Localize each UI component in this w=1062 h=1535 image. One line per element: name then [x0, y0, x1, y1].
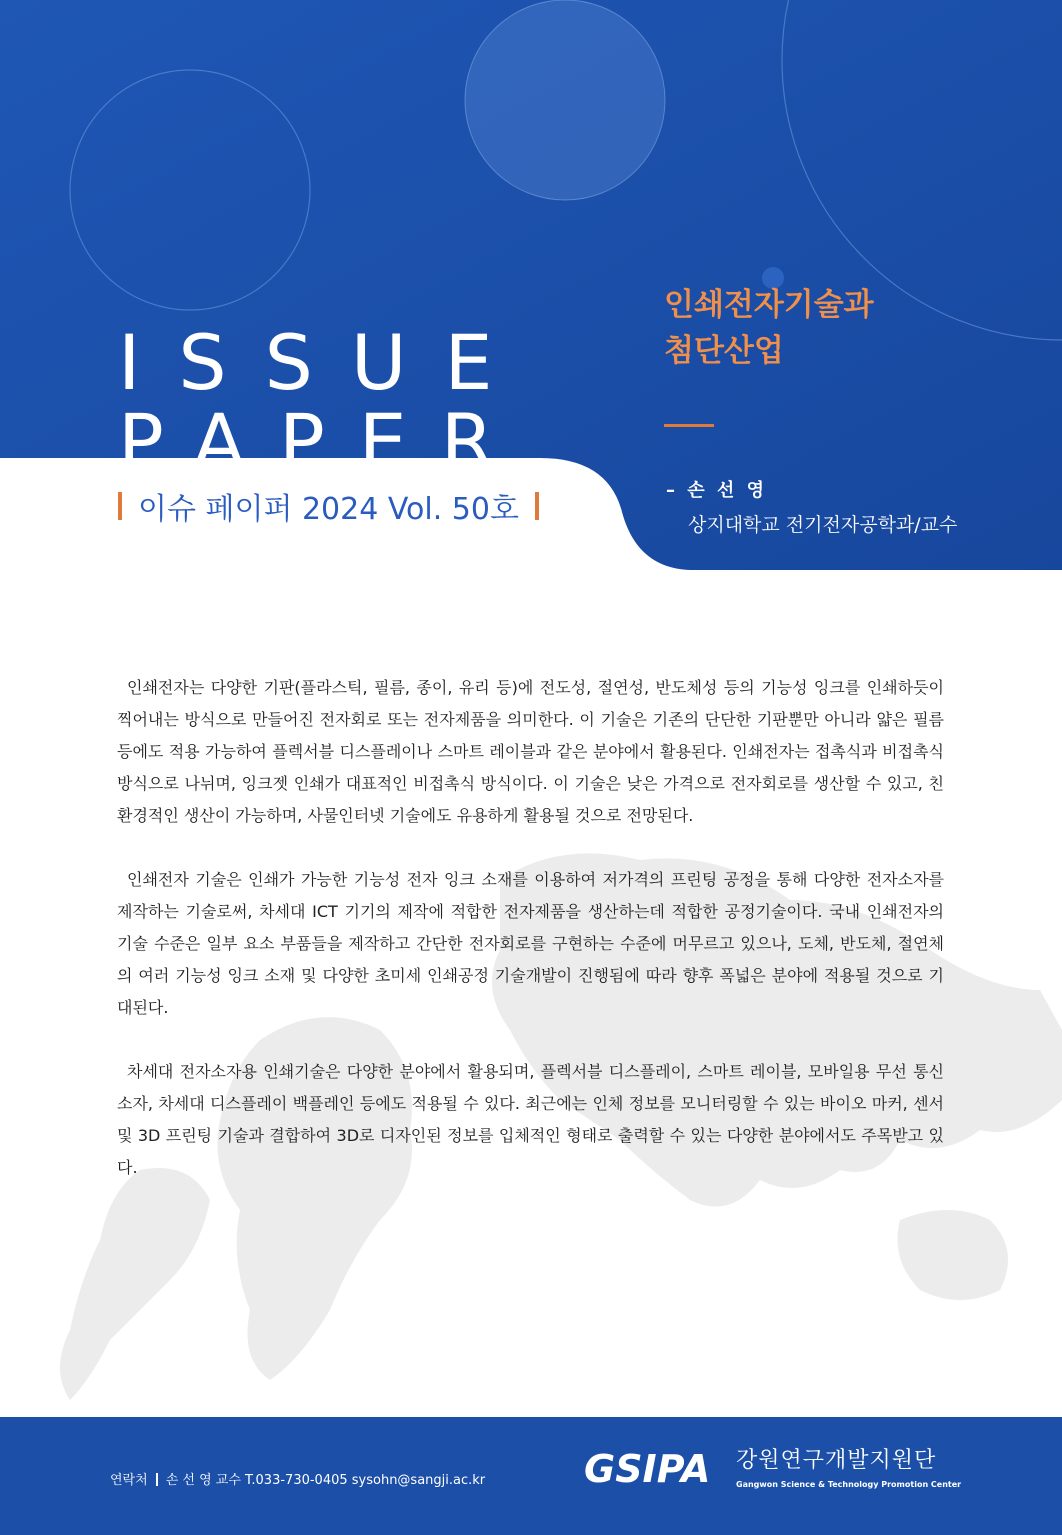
- contact-separator: [156, 1473, 158, 1486]
- article-title-line2: 첨단산업: [664, 333, 784, 369]
- contact-label: 연락처: [110, 1473, 148, 1488]
- body-paragraph-1: 인쇄전자는 다양한 기판(플라스틱, 필름, 종이, 유리 등)에 전도성, 절연성, 반도체성 등의 기능성 잉크를 인쇄하듯이 찍어내는 방식으로 만들어진 전자회로 또는 전자제품을 의미한다. 이 기술은 기존의 단단한 기판뿐만 아니라 얇은 필름 등에도 적용 가능하여 플렉서블 디스플레이나 스마트 레이블과 같은 분야에서 활용된다. 인쇄전자는 접촉식과 비접촉식 방식으로 나뉘며, 잉크젯 인쇄가 대표적인 비접촉식 방식이다. 이 기술은 낮은 가격으로 전자회로를 생산할 수 있고, 친환경적인 생산이 가능하며, 사물인터넷 기술에도 유용하게 활용될 것으로 전망된다.: [117, 678, 944, 825]
- org-name-korean: 강원연구개발지원단: [736, 1448, 937, 1473]
- subtitle-bar-right: [535, 492, 539, 520]
- article-body: [117, 672, 944, 1216]
- gsipa-logo: [582, 1448, 727, 1490]
- issue-subtitle: [118, 484, 539, 528]
- subtitle-text: 이슈 페이퍼 2024 Vol. 50호: [138, 492, 519, 527]
- article-title-line1: 인쇄전자기술과: [664, 287, 874, 323]
- org-name-english: Gangwon Science & Technology Promotion Center: [736, 1480, 962, 1489]
- subtitle-bar-left: [118, 492, 122, 520]
- author-affiliation: 상지대학교 전기전자공학과/교수: [688, 514, 958, 536]
- logo-mark: GSIPA: [584, 1448, 711, 1490]
- author-block: [666, 476, 957, 537]
- title-divider: [664, 424, 714, 427]
- contact-info: 손 선 영 교수 T.033-730-0405 sysohn@sangji.ac.kr: [165, 1473, 486, 1488]
- body-paragraph-3: 차세대 전자소자용 인쇄기술은 다양한 분야에서 활용되며, 플렉서블 디스플레이, 스마트 레이블, 모바일용 무선 통신소자, 차세대 디스플레이 백플레인 등에도 적용될 수 있다. 최근에는 인체 정보를 모니터링할 수 있는 바이오 마커, 센서 및 3D 프린팅 기술과 결합하여 3D로 디자인된 정보를 입체적인 형태로 출력할 수 있는 다양한 분야에서도 주목받고 있다.: [117, 1062, 944, 1177]
- org-name-block: [736, 1443, 961, 1489]
- paper-word: PAPER: [118, 397, 528, 486]
- body-paragraph-2: 인쇄전자 기술은 인쇄가 가능한 기능성 전자 잉크 소재를 이용하여 저가격의 프린팅 공정을 통해 다양한 전자소자를 제작하는 기술로써, 차세대 ICT 기기의 제작에 적합한 전자제품을 생산하는데 적합한 공정기술이다. 국내 인쇄전자의 기술 수준은 일부 요소 부품들을 제작하고 간단한 전자회로를 구현하는 수준에 머무르고 있으나, 도체, 반도체, 절연체의 여러 기능성 잉크 소재 및 다양한 초미세 인쇄공정 기술개발이 진행됨에 따라 향후 폭넓은 분야에 적용될 것으로 기대된다.: [117, 870, 944, 1017]
- issue-word: ISSUE: [118, 318, 531, 407]
- author-name: – 손 선 영: [666, 480, 767, 501]
- article-title: [664, 282, 874, 374]
- footer-contact: [110, 1469, 485, 1488]
